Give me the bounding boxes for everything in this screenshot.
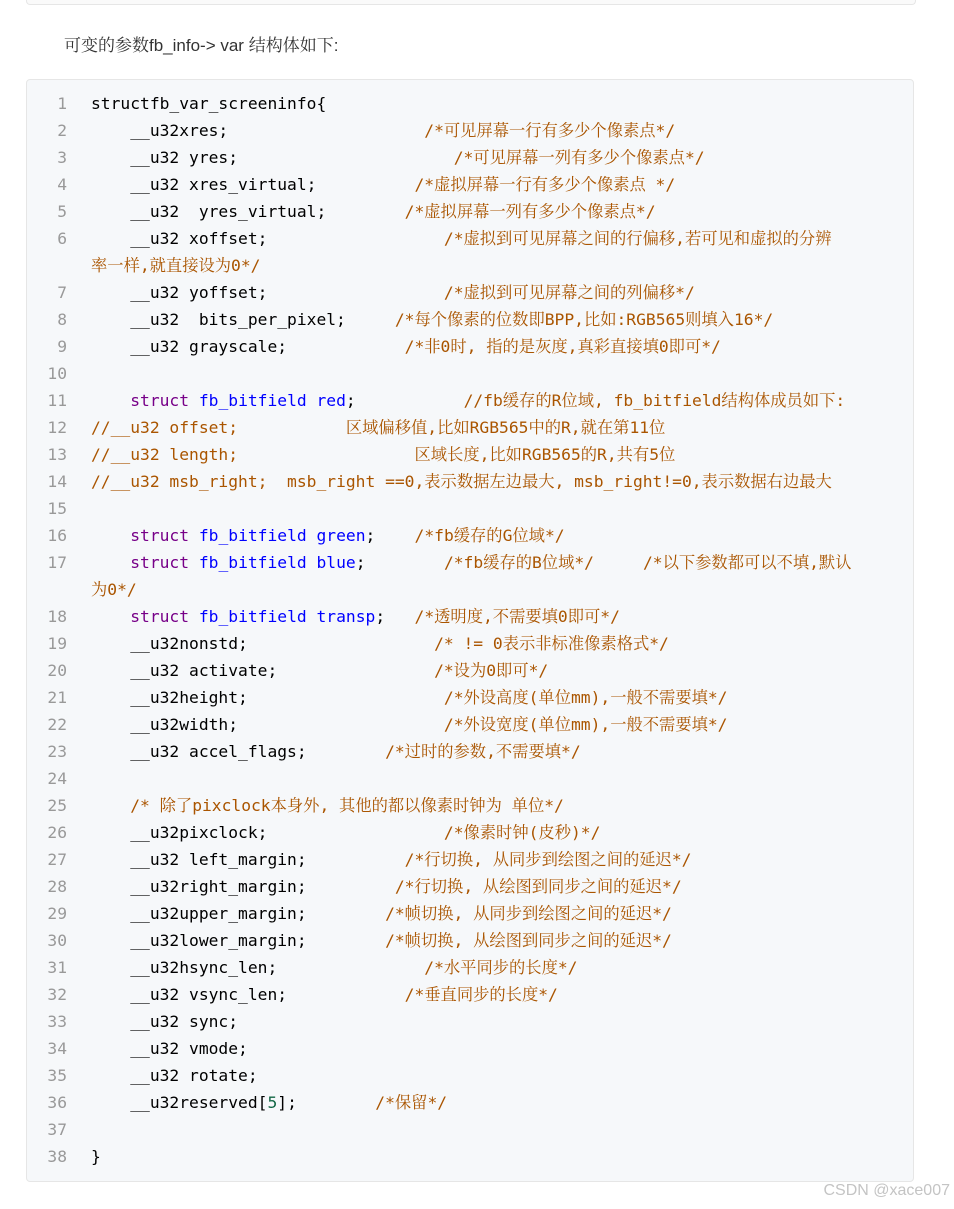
code-content <box>91 630 669 657</box>
code-text: structfb_var_screeninfo{ <box>91 94 327 113</box>
code-content <box>91 900 672 927</box>
code-text: __u32reserved[ <box>91 1093 268 1112</box>
line-number: 16 <box>47 526 67 545</box>
code-content <box>91 981 558 1008</box>
code-comment: /*外设高度(单位mm),一般不需要填*/ <box>443 688 728 707</box>
line-number: 38 <box>47 1147 67 1166</box>
line-number: 2 <box>57 121 67 140</box>
code-content <box>91 387 845 414</box>
code-comment: /*虚拟到可见屏幕之间的列偏移*/ <box>443 283 695 302</box>
code-comment: /*行切换, 从绘图到同步之间的延迟*/ <box>394 877 682 896</box>
line-number: 14 <box>47 472 67 491</box>
code-content <box>91 144 705 171</box>
code-content <box>91 657 548 684</box>
code-content <box>91 333 721 360</box>
line-number: 1 <box>57 94 67 113</box>
watermark: CSDN @xace007 <box>823 1182 950 1199</box>
line-number: 36 <box>47 1093 67 1112</box>
code-comment: /*行切换, 从同步到绘图之间的延迟*/ <box>404 850 692 869</box>
line-number: 21 <box>47 688 67 707</box>
code-text: ; <box>375 607 415 626</box>
code-content <box>91 225 832 252</box>
code-identifier: blue <box>316 553 356 572</box>
code-content <box>91 1089 447 1116</box>
code-identifier: fb_bitfield <box>198 391 307 410</box>
code-text <box>189 391 199 410</box>
code-identifier: red <box>316 391 346 410</box>
code-text: __u32lower_margin; <box>91 931 386 950</box>
code-comment: /*fb缓存的G位域*/ <box>414 526 565 545</box>
line-number: 27 <box>47 850 67 869</box>
code-identifier: fb_bitfield <box>198 553 307 572</box>
code-content <box>91 576 137 603</box>
code-text: __u32 vsync_len; <box>91 985 405 1004</box>
code-text: __u32 activate; <box>91 661 435 680</box>
code-text: __u32 rotate; <box>91 1066 258 1085</box>
line-number: 30 <box>47 931 67 950</box>
code-text: __u32 accel_flags; <box>91 742 386 761</box>
line-number: 35 <box>47 1066 67 1085</box>
line-number: 18 <box>47 607 67 626</box>
code-comment: /*设为0即可*/ <box>434 661 549 680</box>
code-comment: /*垂直同步的长度*/ <box>404 985 558 1004</box>
line-number: 8 <box>57 310 67 329</box>
code-content <box>91 1062 258 1089</box>
code-text: __u32pixclock; <box>91 823 444 842</box>
code-comment: //__u32 length; 区域长度,比如RGB565的R,共有5位 <box>91 445 676 464</box>
line-number: 29 <box>47 904 67 923</box>
line-number: 32 <box>47 985 67 1004</box>
code-content <box>91 684 728 711</box>
code-text <box>91 391 130 410</box>
line-number: 17 <box>47 553 67 572</box>
line-number: 33 <box>47 1012 67 1031</box>
code-comment: /*水平同步的长度*/ <box>424 958 578 977</box>
code-text: __u32 bits_per_pixel; <box>91 310 395 329</box>
code-comment: 率一样,就直接设为0*/ <box>91 256 261 275</box>
line-number: 15 <box>47 499 67 518</box>
code-comment: /*fb缓存的B位域*/ /*以下参数都可以不填,默认 <box>443 553 852 572</box>
code-content <box>91 1035 248 1062</box>
code-comment: /*每个像素的位数即BPP,比如:RGB565则填入16*/ <box>394 310 774 329</box>
code-comment: /*虚拟屏幕一列有多少个像素点*/ <box>404 202 656 221</box>
code-keyword: struct <box>130 607 190 626</box>
code-content <box>91 468 832 495</box>
code-comment: /*保留*/ <box>375 1093 448 1112</box>
code-comment: 为0*/ <box>91 580 137 599</box>
code-text: __u32hsync_len; <box>91 958 425 977</box>
code-content <box>91 1008 238 1035</box>
code-comment: /*可见屏幕一列有多少个像素点*/ <box>453 148 705 167</box>
code-text: __u32xres; <box>91 121 425 140</box>
line-number: 26 <box>47 823 67 842</box>
line-number: 6 <box>57 229 67 248</box>
line-number: 3 <box>57 148 67 167</box>
code-comment: //__u32 msb_right; msb_right ==0,表示数据左边最大, msb_right!=0,表示数据右边最大 <box>91 472 832 491</box>
code-text <box>91 796 130 815</box>
code-text <box>307 607 317 626</box>
code-text <box>91 526 130 545</box>
line-number: 4 <box>57 175 67 194</box>
code-content <box>91 738 581 765</box>
code-content <box>91 279 695 306</box>
code-block[interactable] <box>26 79 914 1182</box>
code-text: __u32 yres; <box>91 148 454 167</box>
line-number: 31 <box>47 958 67 977</box>
line-number: 37 <box>47 1120 67 1139</box>
code-comment: /* 除了pixclock本身外, 其他的都以像素时钟为 单位*/ <box>130 796 564 815</box>
code-content <box>91 252 260 279</box>
code-content <box>91 711 728 738</box>
line-number: 11 <box>47 391 67 410</box>
code-text: __u32 sync; <box>91 1012 239 1031</box>
code-identifier: green <box>316 526 366 545</box>
code-text: ]; <box>277 1093 376 1112</box>
line-number: 22 <box>47 715 67 734</box>
code-text <box>91 607 130 626</box>
code-comment: /*外设宽度(单位mm),一般不需要填*/ <box>443 715 728 734</box>
code-text <box>189 553 199 572</box>
code-identifier: fb_bitfield <box>198 526 307 545</box>
code-content <box>91 306 773 333</box>
code-comment: /* != 0表示非标准像素格式*/ <box>434 634 669 653</box>
code-content <box>91 171 675 198</box>
code-content <box>91 549 852 576</box>
line-number: 7 <box>57 283 67 302</box>
line-number: 34 <box>47 1039 67 1058</box>
code-text: __u32nonstd; <box>91 634 435 653</box>
line-number: 5 <box>57 202 67 221</box>
line-number: 19 <box>47 634 67 653</box>
code-text: __u32upper_margin; <box>91 904 386 923</box>
code-keyword: struct <box>130 526 190 545</box>
code-text: __u32 grayscale; <box>91 337 405 356</box>
code-comment: /*帧切换, 从同步到绘图之间的延迟*/ <box>385 904 672 923</box>
code-content <box>91 819 600 846</box>
code-text <box>91 553 130 572</box>
code-content <box>91 198 656 225</box>
code-text: __u32width; <box>91 715 444 734</box>
code-text: __u32right_margin; <box>91 877 395 896</box>
code-text: __u32 vmode; <box>91 1039 248 1058</box>
code-text <box>307 526 317 545</box>
code-content <box>91 846 691 873</box>
code-identifier: fb_bitfield <box>198 607 307 626</box>
code-text: __u32 yres_virtual; <box>91 202 405 221</box>
code-number: 5 <box>267 1093 278 1112</box>
code-comment: /*过时的参数,不需要填*/ <box>385 742 581 761</box>
line-number: 10 <box>47 364 67 383</box>
code-text: __u32 xoffset; <box>91 229 444 248</box>
code-content <box>91 522 565 549</box>
code-comment: /*非0时, 指的是灰度,真彩直接填0即可*/ <box>404 337 721 356</box>
code-content <box>91 927 672 954</box>
code-text: ; <box>365 526 415 545</box>
code-comment: /*虚拟屏幕一行有多少个像素点 */ <box>414 175 676 194</box>
code-content <box>91 90 326 117</box>
code-comment: /*帧切换, 从绘图到同步之间的延迟*/ <box>385 931 672 950</box>
line-number: 9 <box>57 337 67 356</box>
line-number: 25 <box>47 796 67 815</box>
code-content <box>91 1143 101 1170</box>
code-identifier: transp <box>316 607 376 626</box>
line-number: 23 <box>47 742 67 761</box>
code-comment: //__u32 offset; 区域偏移值,比如RGB565中的R,就在第11位 <box>91 418 666 437</box>
code-text: __u32 left_margin; <box>91 850 405 869</box>
code-comment: /*可见屏幕一行有多少个像素点*/ <box>424 121 676 140</box>
code-content <box>91 954 577 981</box>
line-number: 28 <box>47 877 67 896</box>
code-comment: /*透明度,不需要填0即可*/ <box>414 607 620 626</box>
line-number: 24 <box>47 769 67 788</box>
code-keyword: struct <box>130 553 190 572</box>
code-content <box>91 117 675 144</box>
code-content <box>91 873 682 900</box>
code-text <box>307 391 317 410</box>
intro-text: 可变的参数fb_info-> var 结构体如下: <box>64 36 339 55</box>
code-text: __u32 yoffset; <box>91 283 444 302</box>
previous-block-edge <box>26 0 916 5</box>
line-number: 12 <box>47 418 67 437</box>
code-comment: /*像素时钟(皮秒)*/ <box>443 823 601 842</box>
code-text: __u32height; <box>91 688 444 707</box>
code-content <box>91 792 564 819</box>
code-text: } <box>91 1147 101 1166</box>
code-keyword: struct <box>130 391 190 410</box>
code-text: __u32 xres_virtual; <box>91 175 415 194</box>
code-text: ; <box>355 553 444 572</box>
code-content <box>91 603 620 630</box>
code-text: ; <box>345 391 464 410</box>
code-content <box>91 414 665 441</box>
code-text <box>189 526 199 545</box>
code-text <box>307 553 317 572</box>
line-number: 20 <box>47 661 67 680</box>
code-comment: /*虚拟到可见屏幕之间的行偏移,若可见和虚拟的分辨 <box>443 229 832 248</box>
code-content <box>91 441 675 468</box>
code-comment: //fb缓存的R位域, fb_bitfield结构体成员如下: <box>463 391 846 410</box>
code-text <box>189 607 199 626</box>
line-number: 13 <box>47 445 67 464</box>
